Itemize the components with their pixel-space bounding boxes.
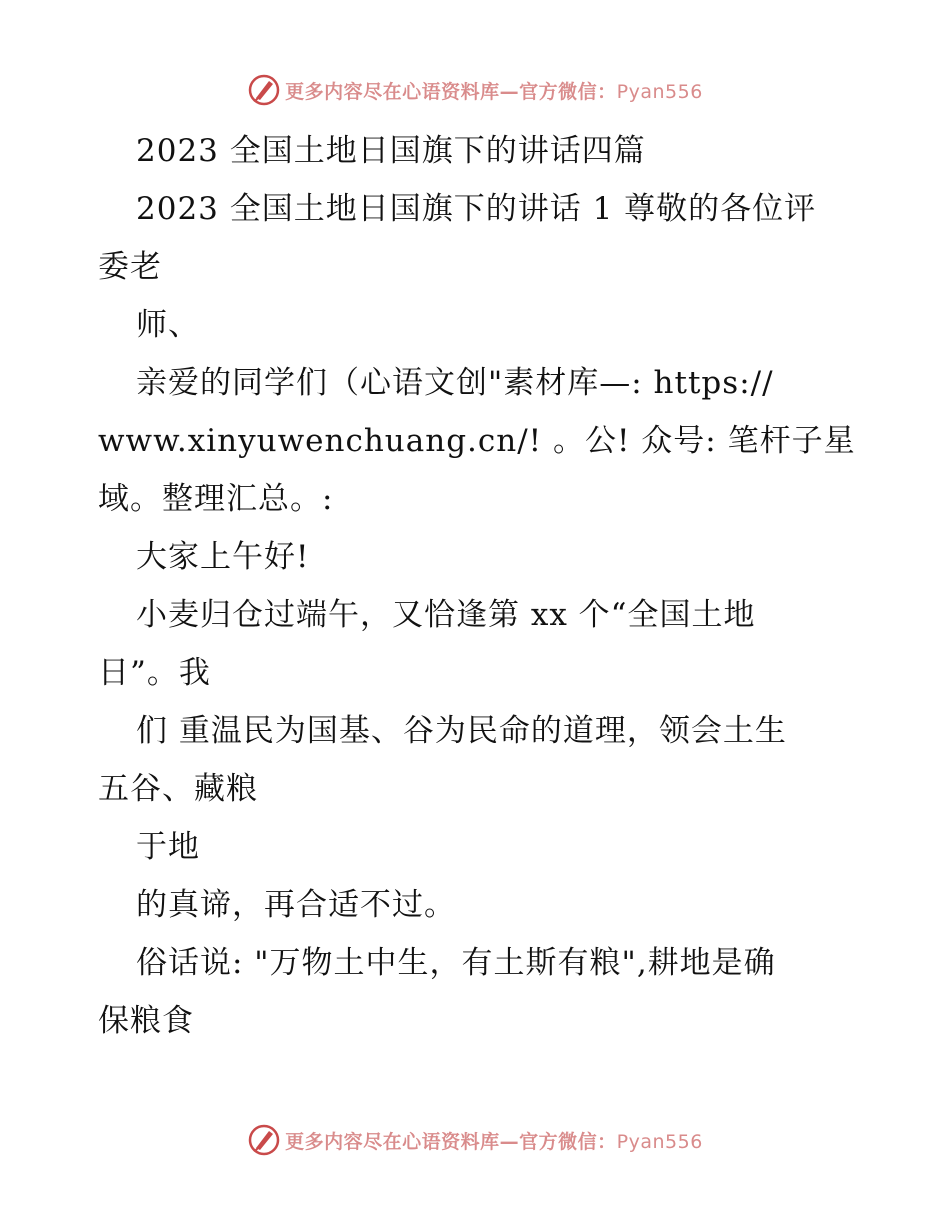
text-line: 于地	[136, 829, 200, 865]
text-line: www.xinyuwenchuang.cn/! 。公! 众号: 笔杆子星	[98, 423, 856, 459]
text-line: 的真谛，再合适不过。	[136, 887, 456, 923]
feather-pen-logo-icon	[247, 1123, 281, 1157]
text-line: 俗话说: "万物土中生，有土斯有粮",耕地是确	[136, 945, 776, 981]
text-line: 大家上午好!	[136, 539, 310, 575]
text-line: 们 重温民为国基、谷为民命的道理，领会土生	[136, 713, 787, 749]
text-line: 日”。我	[98, 655, 211, 691]
document-body	[98, 122, 858, 1050]
text-line: 师、	[136, 307, 200, 343]
text-line: 亲爱的同学们（心语文创"素材库—: https://	[136, 365, 774, 401]
header-watermark-banner	[0, 70, 950, 110]
text-line: 域。整理汇总。:	[98, 481, 334, 517]
watermark-text: 更多内容尽在心语资料库—官方微信：Pyan556	[285, 1130, 703, 1153]
text-line: 五谷、藏粮	[98, 771, 258, 807]
feather-pen-logo-icon	[247, 73, 281, 107]
text-line: 2023 全国土地日国旗下的讲话 1 尊敬的各位评	[136, 191, 817, 227]
text-line: 委老	[98, 249, 162, 285]
text-line: 小麦归仓过端午，又恰逢第 xx 个“全国土地	[136, 597, 756, 633]
wechat-id: Pyan556	[616, 80, 703, 103]
footer-watermark-banner	[0, 1120, 950, 1160]
wechat-id: Pyan556	[616, 1130, 703, 1153]
text-line: 2023 全国土地日国旗下的讲话四篇	[136, 133, 646, 169]
watermark-text: 更多内容尽在心语资料库—官方微信：Pyan556	[285, 80, 703, 103]
text-line: 保粮食	[98, 1003, 194, 1039]
